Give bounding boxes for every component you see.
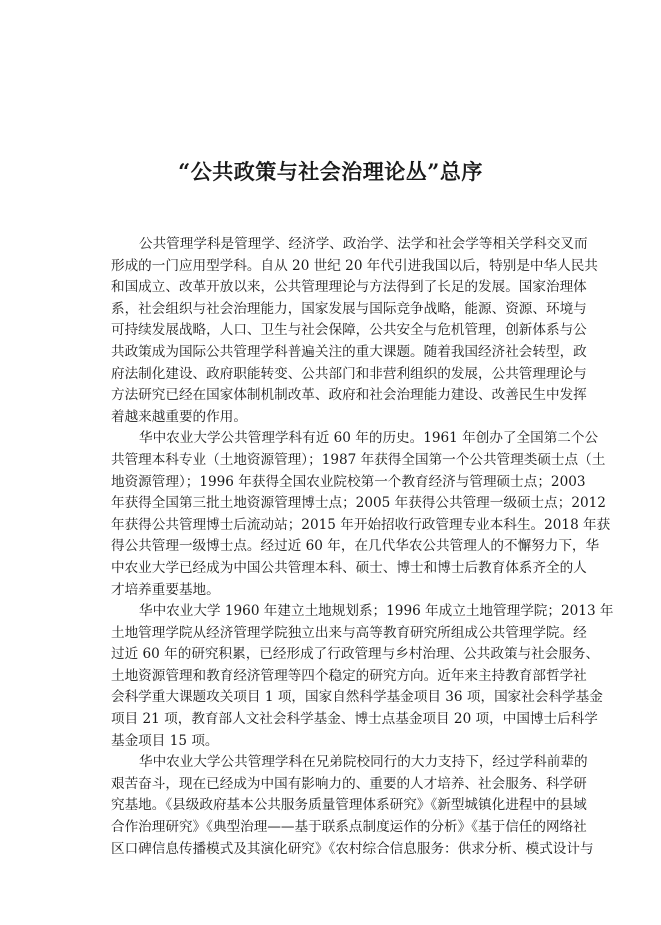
text-line: 系，社会组织与社会治理能力，国家发展与国际竞争战略，能源、资源、环境与 [111, 300, 587, 317]
text-line: 会科学重大课题攻关项目 1 项，国家自然科学基金项目 36 项，国家社会科学基金 [111, 689, 603, 706]
text-line: 中农业大学已经成为中国公共管理本科、硕士、博士和博士后教育体系齐全的人 [111, 559, 587, 576]
text-line: 究基地。《县级政府基本公共服务质量管理体系研究》《新型城镇化进程中的县域 [111, 797, 587, 814]
text-line: 合作治理研究》《典型治理——基于联系点制度运作的分析》《基于信任的网络社 [111, 819, 587, 836]
text-line: 华中农业大学公共管理学科在兄弟院校同行的大力支持下，经过学科前辈的 [139, 754, 588, 771]
text-line: 项目 21 项，教育部人文社会科学基金、博士点基金项目 20 项，中国博士后科学 [111, 711, 598, 728]
text-line: 得公共管理一级博士点。经过近 60 年，在几代华农公共管理人的不懈努力下，华 [111, 538, 600, 555]
text-line: 方法研究已经在国家体制机制改革、政府和社会治理能力建设、改善民生中发挥 [111, 387, 587, 404]
text-line: 年获得全国第三批土地资源管理博士点；2005 年获得公共管理一级硕士点；2012 [111, 495, 606, 512]
text-line: 基金项目 15 项。 [111, 732, 219, 749]
text-line: 土地管理学院从经济管理学院独立出来与高等教育研究所组成公共管理学院。经 [111, 624, 587, 641]
paragraph [111, 601, 614, 752]
text-line: 和国成立、改革开放以来，公共管理理论与方法得到了长足的发展。国家治理体 [111, 279, 587, 296]
text-line: 过近 60 年的研究积累，已经形成了行政管理与乡村治理、公共政策与社会服务、 [111, 646, 600, 663]
text-line: 年获得公共管理博士后流动站；2015 年开始招收行政管理专业本科生。2018 年获 [111, 516, 611, 533]
text-line: 地资源管理）；1996 年获得全国农业院校第一个教育经济与管理硕士点；2003 [111, 473, 586, 490]
text-line: 土地资源管理和教育经济管理等四个稳定的研究方向。近年来主持教育部哲学社 [111, 667, 587, 684]
text-line: 形成的一门应用型学科。自从 20 世纪 20 年代引进我国以后，特别是中华人民共 [111, 257, 598, 274]
text-line: 华中农业大学公共管理学科有近 60 年的历史。1961 年创办了全国第二个公 [139, 430, 599, 447]
page-title: “公共政策与社会治理论丛”总序 [178, 159, 483, 184]
paragraph [111, 752, 594, 860]
paragraph [111, 428, 611, 601]
text-line: 艰苦奋斗，现在已经成为中国有影响力的、重要的人才培养、社会服务、科学研 [111, 775, 587, 792]
text-line: 区口碑信息传播模式及其演化研究》《农村综合信息服务：供求分析、模式设计与 [111, 840, 594, 857]
text-line: 共管理本科专业（土地资源管理）；1987 年获得全国第一个公共管理类硕士点（土 [111, 451, 606, 468]
text-line: 华中农业大学 1960 年建立土地规划系；1996 年成立土地管理学院；2013 年 [139, 603, 614, 620]
text-line: 共政策成为国际公共管理学科普遍关注的重大课题。随着我国经济社会转型，政 [111, 343, 587, 360]
text-line: 着越来越重要的作用。 [111, 408, 247, 425]
document-body [111, 234, 614, 860]
text-line: 府法制化建设、政府职能转变、公共部门和非营利组织的发展，公共管理理论与 [111, 365, 587, 382]
text-line: 可持续发展战略，人口、卫生与社会保障，公共安全与危机管理，创新体系与公 [111, 322, 587, 339]
text-line: 公共管理学科是管理学、经济学、政治学、法学和社会学等相关学科交叉而 [139, 236, 588, 252]
text-line: 才培养重要基地。 [111, 581, 220, 598]
paragraph [111, 234, 598, 428]
